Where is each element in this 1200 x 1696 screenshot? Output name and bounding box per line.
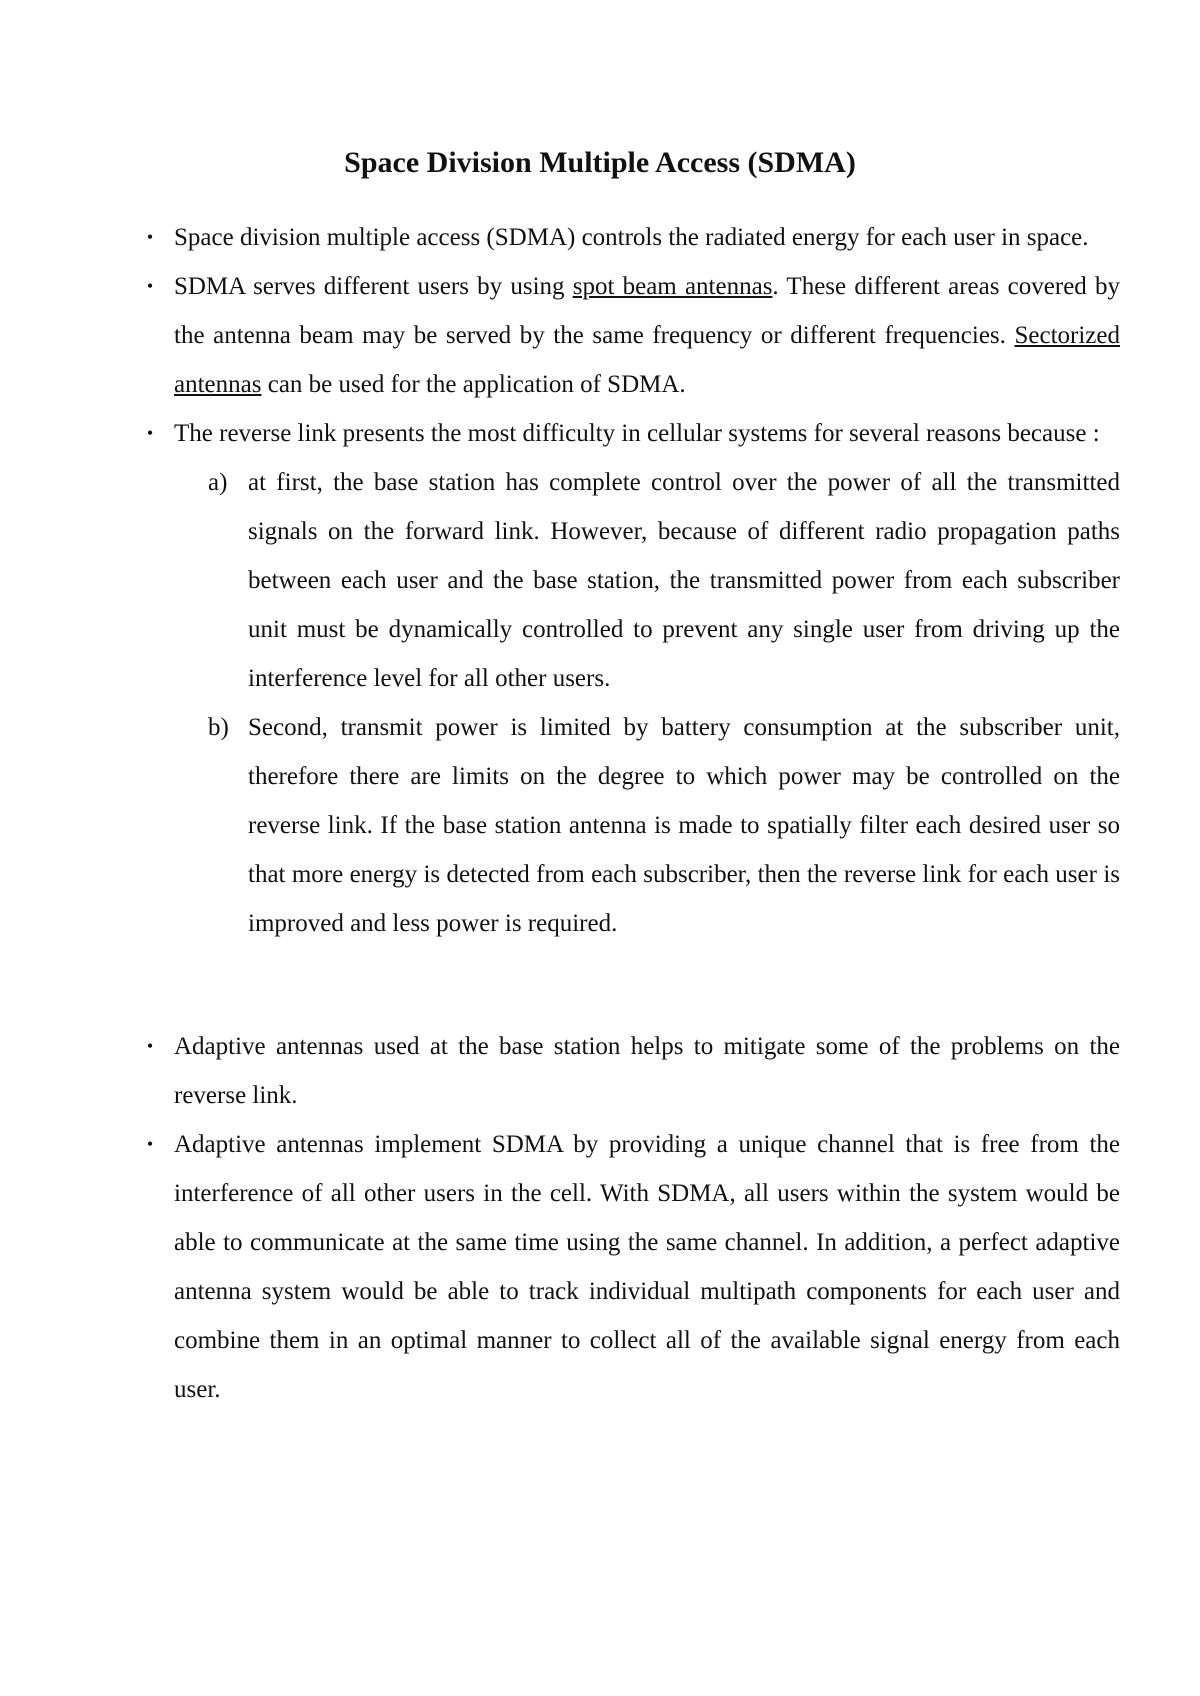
bullet-icon: • bbox=[146, 227, 154, 247]
sub-item-text: Second, transmit power is limited by battery consumption at the subscriber unit, therefore there are limits on the degree to which power may be controlled on the reverse link. If the base station antenna is made to spatially filter each desired user so that more energy is detected from each subscriber, then the reverse link for each user is improved and less power is required. bbox=[248, 714, 1120, 937]
bullet-item-2 bbox=[146, 262, 1120, 409]
sub-item-marker: b) bbox=[208, 714, 229, 741]
sub-item-text: at first, the base station has complete control over the power of all the transmitted signals on the forward link. However, because of different radio propagation paths between each user and the base station, the transmitted power from each subscriber unit must be dynamically controlled to prevent any single user from driving up the interference level for all other users. bbox=[248, 469, 1120, 692]
spacer bbox=[174, 948, 1120, 1022]
bullet-item-1 bbox=[146, 213, 1120, 262]
bullet-item-5 bbox=[146, 1120, 1120, 1414]
bullet-list bbox=[146, 213, 1120, 1414]
bullet-icon: • bbox=[146, 1036, 154, 1056]
bullet-text: Space division multiple access (SDMA) controls the radiated energy for each user in space. bbox=[174, 224, 1089, 251]
sub-list bbox=[174, 458, 1120, 948]
bullet-text-part: can be used for the application of SDMA. bbox=[261, 371, 686, 398]
sub-item-b bbox=[208, 703, 1120, 948]
bullet-text: The reverse link presents the most difficulty in cellular systems for several reasons because : bbox=[174, 420, 1100, 447]
sectorized-antennas-link[interactable]: Sectorized antennas bbox=[174, 322, 1120, 398]
bullet-text-part: SDMA serves different users by using bbox=[174, 273, 573, 300]
bullet-text: Adaptive antennas used at the base station helps to mitigate some of the problems on the reverse link. bbox=[174, 1033, 1120, 1109]
bullet-icon: • bbox=[146, 423, 154, 443]
bullet-item-4 bbox=[146, 1022, 1120, 1120]
sub-item-a bbox=[208, 458, 1120, 703]
bullet-item-3 bbox=[146, 409, 1120, 948]
bullet-icon: • bbox=[146, 1134, 154, 1154]
spot-beam-antennas-link[interactable]: spot beam antennas bbox=[572, 273, 773, 300]
sub-item-marker: a) bbox=[208, 469, 228, 496]
page-title: Space Division Multiple Access (SDMA) bbox=[344, 146, 856, 179]
bullet-text-part: . These different areas covered by the antenna beam may be served by the same frequency or different frequencies. bbox=[174, 273, 1120, 349]
bullet-text: Adaptive antennas implement SDMA by providing a unique channel that is free from the interference of all other users in the cell. With SDMA, all users within the system would be able to communicate at the same time using the same channel. In addition, a perfect adaptive antenna system would be able to track individual multipath components for each user and combine them in an optimal manner to collect all of the available signal energy from each user. bbox=[174, 1131, 1120, 1403]
bullet-icon: • bbox=[146, 276, 154, 296]
